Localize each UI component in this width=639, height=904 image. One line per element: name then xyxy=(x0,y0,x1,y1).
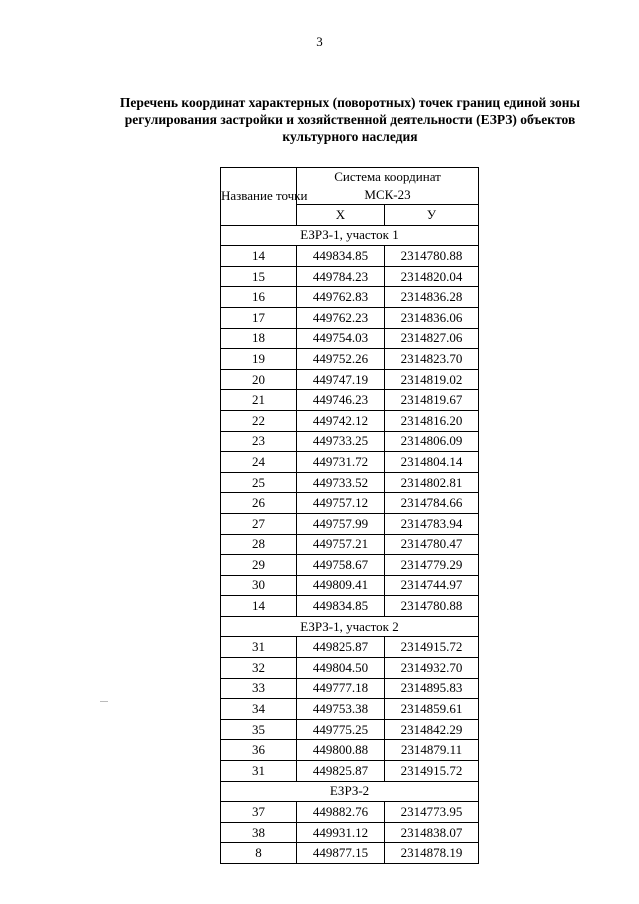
x-coordinate-cell: 449775.25 xyxy=(297,719,385,740)
y-coordinate-cell: 2314816.20 xyxy=(385,410,479,431)
point-name-cell: 31 xyxy=(221,637,297,658)
section-title: ЕЗРЗ-1, участок 1 xyxy=(221,225,479,246)
table-row xyxy=(221,637,479,658)
point-name-cell: 17 xyxy=(221,307,297,328)
section-title: ЕЗРЗ-2 xyxy=(221,781,479,802)
point-name-cell: 20 xyxy=(221,369,297,390)
coordinate-system-code: МСК-23 xyxy=(364,187,411,202)
section-row xyxy=(221,781,479,802)
table-row xyxy=(221,493,479,514)
coordinate-system-label: Система координат xyxy=(334,169,441,184)
y-coordinate-cell: 2314915.72 xyxy=(385,637,479,658)
x-coordinate-cell: 449731.72 xyxy=(297,452,385,473)
y-coordinate-cell: 2314823.70 xyxy=(385,349,479,370)
y-coordinate-cell: 2314836.28 xyxy=(385,287,479,308)
point-name-cell: 29 xyxy=(221,555,297,576)
table-row xyxy=(221,452,479,473)
y-coordinate-cell: 2314744.97 xyxy=(385,575,479,596)
y-coordinate-cell: 2314827.06 xyxy=(385,328,479,349)
x-coordinate-cell: 449757.21 xyxy=(297,534,385,555)
point-name-cell: 26 xyxy=(221,493,297,514)
table-row xyxy=(221,822,479,843)
table-body xyxy=(221,225,479,863)
table-row xyxy=(221,719,479,740)
y-coordinate-cell: 2314842.29 xyxy=(385,719,479,740)
x-coordinate-cell: 449777.18 xyxy=(297,678,385,699)
y-coordinate-cell: 2314879.11 xyxy=(385,740,479,761)
y-coordinate-cell: 2314895.83 xyxy=(385,678,479,699)
point-name-cell: 14 xyxy=(221,596,297,617)
x-column-header: Х xyxy=(297,205,385,226)
y-coordinate-cell: 2314819.02 xyxy=(385,369,479,390)
coordinates-table xyxy=(220,167,479,864)
title-line: Перечень координат характерных (поворотных) точек границ единой зоны xyxy=(119,95,581,110)
section-title: ЕЗРЗ-1, участок 2 xyxy=(221,616,479,637)
point-name-cell: 16 xyxy=(221,287,297,308)
table-row xyxy=(221,699,479,720)
point-name-cell: 18 xyxy=(221,328,297,349)
table-row xyxy=(221,307,479,328)
point-name-cell: 24 xyxy=(221,452,297,473)
point-name-cell: 8 xyxy=(221,843,297,864)
table-row xyxy=(221,555,479,576)
y-coordinate-cell: 2314819.67 xyxy=(385,390,479,411)
x-coordinate-cell: 449747.19 xyxy=(297,369,385,390)
x-coordinate-cell: 449825.87 xyxy=(297,637,385,658)
section-row xyxy=(221,616,479,637)
table-row xyxy=(221,575,479,596)
y-coordinate-cell: 2314784.66 xyxy=(385,493,479,514)
point-name-cell: 33 xyxy=(221,678,297,699)
x-coordinate-cell: 449834.85 xyxy=(297,596,385,617)
x-coordinate-cell: 449752.26 xyxy=(297,349,385,370)
table-row xyxy=(221,369,479,390)
point-name-cell: 27 xyxy=(221,513,297,534)
table-row xyxy=(221,410,479,431)
page-number: 3 xyxy=(316,34,323,49)
table-row xyxy=(221,431,479,452)
table-row xyxy=(221,534,479,555)
table-row xyxy=(221,678,479,699)
y-coordinate-cell: 2314806.09 xyxy=(385,431,479,452)
x-coordinate-cell: 449757.99 xyxy=(297,513,385,534)
point-name-cell: 15 xyxy=(221,266,297,287)
section-row xyxy=(221,225,479,246)
y-coordinate-cell: 2314859.61 xyxy=(385,699,479,720)
x-coordinate-cell: 449825.87 xyxy=(297,761,385,782)
y-coordinate-cell: 2314780.88 xyxy=(385,246,479,267)
y-coordinate-cell: 2314932.70 xyxy=(385,658,479,679)
x-coordinate-cell: 449800.88 xyxy=(297,740,385,761)
x-coordinate-cell: 449758.67 xyxy=(297,555,385,576)
y-coordinate-cell: 2314820.04 xyxy=(385,266,479,287)
x-coordinate-cell: 449754.03 xyxy=(297,328,385,349)
x-coordinate-cell: 449757.12 xyxy=(297,493,385,514)
x-coordinate-cell: 449762.23 xyxy=(297,307,385,328)
point-name-cell: 34 xyxy=(221,699,297,720)
table-row xyxy=(221,513,479,534)
title-line: культурного наследия xyxy=(282,129,418,144)
y-coordinate-cell: 2314836.06 xyxy=(385,307,479,328)
table-row xyxy=(221,761,479,782)
x-coordinate-cell: 449733.25 xyxy=(297,431,385,452)
table-row xyxy=(221,802,479,823)
point-name-cell: 31 xyxy=(221,761,297,782)
point-name-cell: 32 xyxy=(221,658,297,679)
y-coordinate-cell: 2314780.88 xyxy=(385,596,479,617)
point-name-cell: 22 xyxy=(221,410,297,431)
table-row xyxy=(221,266,479,287)
point-name-cell: 21 xyxy=(221,390,297,411)
x-coordinate-cell: 449742.12 xyxy=(297,410,385,431)
table-row xyxy=(221,658,479,679)
point-name-cell: 30 xyxy=(221,575,297,596)
table-row xyxy=(221,596,479,617)
table-row xyxy=(221,328,479,349)
y-coordinate-cell: 2314838.07 xyxy=(385,822,479,843)
x-coordinate-cell: 449804.50 xyxy=(297,658,385,679)
point-name-cell: 36 xyxy=(221,740,297,761)
x-coordinate-cell: 449784.23 xyxy=(297,266,385,287)
document-title xyxy=(60,94,639,145)
point-name-cell: 23 xyxy=(221,431,297,452)
x-coordinate-cell: 449753.38 xyxy=(297,699,385,720)
point-name-cell: 28 xyxy=(221,534,297,555)
y-coordinate-cell: 2314779.29 xyxy=(385,555,479,576)
table-row xyxy=(221,349,479,370)
y-coordinate-cell: 2314878.19 xyxy=(385,843,479,864)
x-coordinate-cell: 449809.41 xyxy=(297,575,385,596)
y-coordinate-cell: 2314915.72 xyxy=(385,761,479,782)
y-coordinate-cell: 2314802.81 xyxy=(385,472,479,493)
y-coordinate-cell: 2314780.47 xyxy=(385,534,479,555)
x-coordinate-cell: 449733.52 xyxy=(297,472,385,493)
point-name-cell: 37 xyxy=(221,802,297,823)
point-name-cell: 38 xyxy=(221,822,297,843)
y-column-header: У xyxy=(385,205,479,226)
x-coordinate-cell: 449762.83 xyxy=(297,287,385,308)
x-coordinate-cell: 449834.85 xyxy=(297,246,385,267)
point-name-cell: 19 xyxy=(221,349,297,370)
y-coordinate-cell: 2314783.94 xyxy=(385,513,479,534)
table-row xyxy=(221,390,479,411)
x-coordinate-cell: 449931.12 xyxy=(297,822,385,843)
x-coordinate-cell: 449746.23 xyxy=(297,390,385,411)
point-name-cell: 25 xyxy=(221,472,297,493)
table-row xyxy=(221,740,479,761)
table-row xyxy=(221,843,479,864)
coordinate-system-header xyxy=(297,168,479,205)
table-row xyxy=(221,287,479,308)
point-name-cell: 35 xyxy=(221,719,297,740)
x-coordinate-cell: 449877.15 xyxy=(297,843,385,864)
y-coordinate-cell: 2314773.95 xyxy=(385,802,479,823)
scan-mark xyxy=(100,701,108,702)
y-coordinate-cell: 2314804.14 xyxy=(385,452,479,473)
title-line: регулирования застройки и хозяйственной деятельности (ЕЗРЗ) объектов xyxy=(124,112,576,127)
point-name-header: Название точки xyxy=(221,168,297,226)
x-coordinate-cell: 449882.76 xyxy=(297,802,385,823)
table-row xyxy=(221,472,479,493)
point-name-cell: 14 xyxy=(221,246,297,267)
table-row xyxy=(221,246,479,267)
